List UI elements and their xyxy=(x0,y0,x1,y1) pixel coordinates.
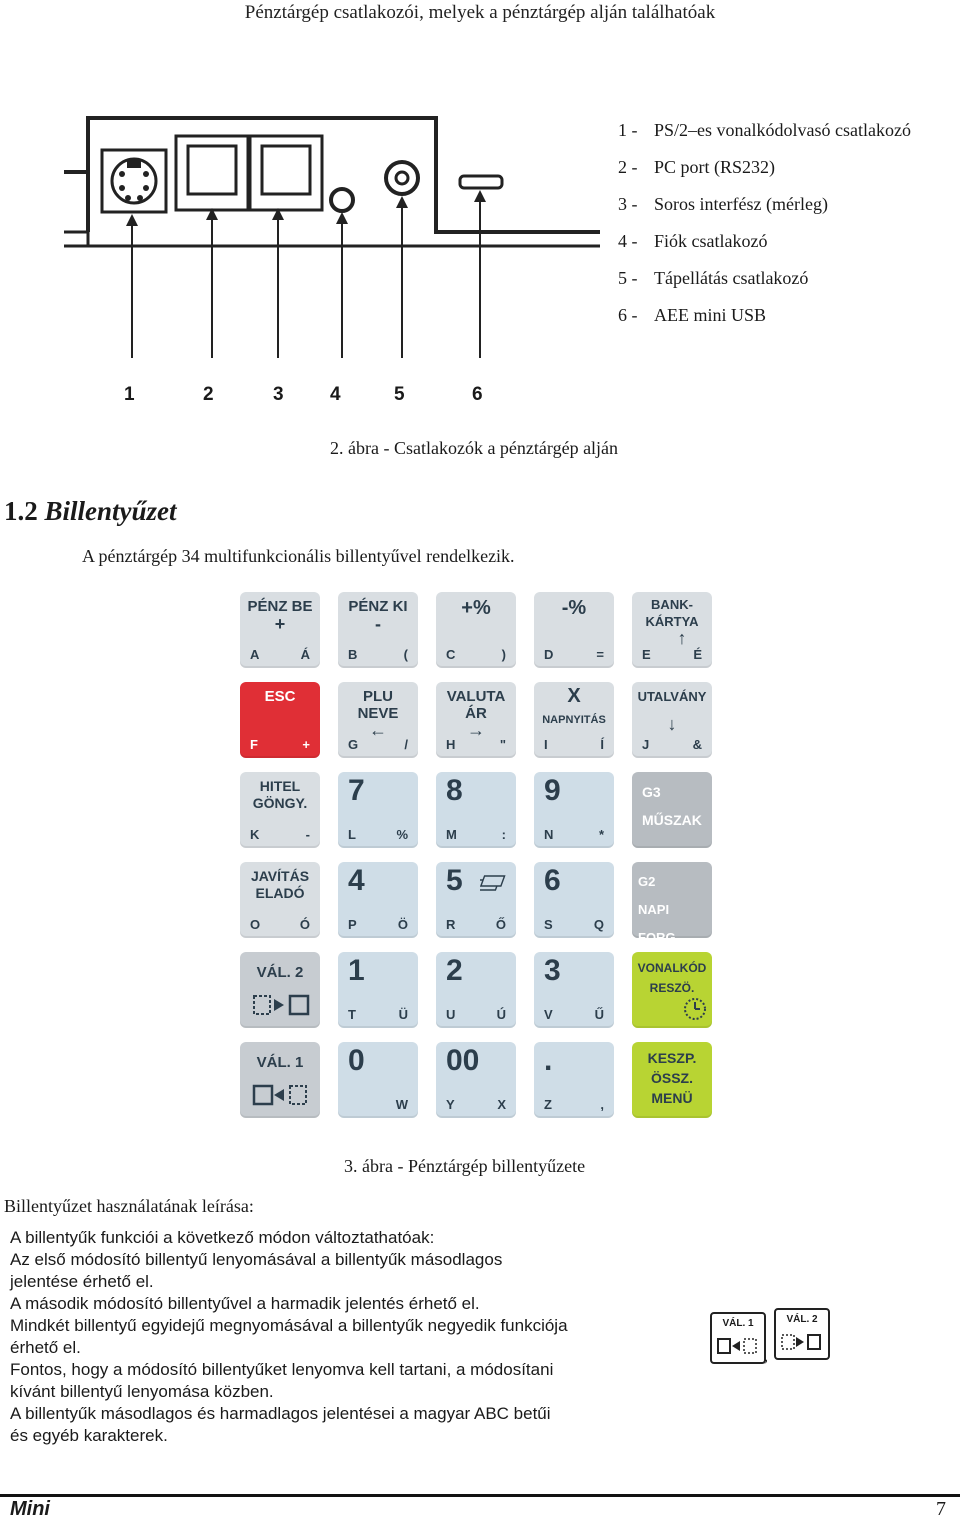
usage-paragraph: A billentyűk funkciói a következő módon változtathatóak: xyxy=(10,1228,435,1247)
key-bankkartya[interactable]: BANK- KÁRTYA ↑ E É xyxy=(632,592,712,668)
figure-caption: 2. ábra - Csatlakozók a pénztárgép alján xyxy=(330,438,619,458)
key-00[interactable]: 00 Y X xyxy=(436,1042,516,1118)
legend-item: 6 - AEE mini USB xyxy=(618,305,767,325)
key-utalvany[interactable]: UTALVÁNY ↓ J & xyxy=(632,682,712,758)
running-header: Pénztárgép csatlakozói, melyek a pénztárgép alján találhatóak xyxy=(244,2,716,23)
key-7[interactable]: 7 L % xyxy=(338,772,418,848)
usage-heading: Billentyűzet használatának leírása: xyxy=(4,1196,254,1216)
section-heading xyxy=(4,496,177,527)
val2-key-illustration: VÁL. 2 xyxy=(774,1308,830,1360)
key-3[interactable]: 3 V Ű xyxy=(534,952,614,1028)
key-val-2[interactable]: VÁL. 2 xyxy=(240,952,320,1028)
usage-paragraph: Fontos, hogy a módosító billentyűket lenyomva kell tartani, a módosítani kívánt billentyű lenyomása közben. xyxy=(10,1360,554,1401)
connector-number: 5 xyxy=(394,384,405,405)
modifier-2-icon xyxy=(780,1332,824,1352)
val1-key-illustration: VÁL. 1 xyxy=(710,1312,766,1364)
key-esc[interactable]: ESC F + xyxy=(240,682,320,758)
key-6[interactable]: 6 S Q xyxy=(534,862,614,938)
legend-item: 5 - Tápellátás csatlakozó xyxy=(618,268,809,288)
key-2[interactable]: 2 U Ú xyxy=(436,952,516,1028)
key-9[interactable]: 9 N * xyxy=(534,772,614,848)
connector-number: 2 xyxy=(203,384,214,405)
page-number: 7 xyxy=(936,1498,946,1520)
usage-description xyxy=(10,1227,570,1447)
footer-product-name: Mini xyxy=(10,1498,50,1520)
key-decimal-point[interactable]: . Z , xyxy=(534,1042,614,1118)
intro-text: A pénztárgép 34 multifunkcionális billentyűvel rendelkezik. xyxy=(82,546,515,566)
key-plu-neve[interactable]: PLU NEVE ← G / xyxy=(338,682,418,758)
usage-paragraph: A második módosító billentyűvel a harmadik jelentés érhető el. xyxy=(10,1294,480,1313)
key-5[interactable]: 5 R Ő xyxy=(436,862,516,938)
modifier-2-icon xyxy=(252,992,312,1018)
key-penz-ki[interactable]: PÉNZ KI - B ( xyxy=(338,592,418,668)
key-g3-muszak[interactable]: G3 MŰSZAK xyxy=(632,772,712,848)
modifier-1-icon xyxy=(252,1082,312,1108)
legend-item: 4 - Fiók csatlakozó xyxy=(618,231,768,251)
banknotes-icon xyxy=(480,872,508,894)
legend-item: 3 - Soros interfész (mérleg) xyxy=(618,194,828,214)
legend-item: 2 - PC port (RS232) xyxy=(618,157,776,177)
legend-item: 1 - PS/2–es vonalkódolvasó csatlakozó xyxy=(618,120,911,140)
key-keszp-ossz[interactable]: KESZP. ÖSSZ. MENÜ xyxy=(632,1042,712,1118)
key-valuta-ar[interactable]: VALUTA ÁR → H " xyxy=(436,682,516,758)
key-napnyitas[interactable]: X NAPNYITÁS I Í xyxy=(534,682,614,758)
connector-number: 4 xyxy=(330,384,341,405)
key-vonalkod-reszo[interactable]: VONALKÓD RESZÖ. xyxy=(632,952,712,1028)
key-hitel-gongy[interactable]: HITEL GÖNGY. K - xyxy=(240,772,320,848)
key-8[interactable]: 8 M : xyxy=(436,772,516,848)
separator: , xyxy=(764,1348,768,1365)
usage-paragraph: A billentyűk másodlagos és harmadlagos jelentései a magyar ABC betűi és egyéb karakterek. xyxy=(10,1404,551,1445)
footer-divider xyxy=(0,1494,960,1497)
keypad xyxy=(236,588,722,1122)
connector-number: 3 xyxy=(273,384,284,405)
key-plus-percent[interactable]: +% C ) xyxy=(436,592,516,668)
key-0[interactable]: 0 W xyxy=(338,1042,418,1118)
key-minus-percent[interactable]: -% D = xyxy=(534,592,614,668)
key-g2-napi-forg[interactable]: G2 NAPI FORG. xyxy=(632,862,712,938)
modifier-1-icon xyxy=(716,1336,760,1356)
key-1[interactable]: 1 T Ü xyxy=(338,952,418,1028)
section-title: Billentyűzet xyxy=(44,496,177,526)
section-number: 1.2 xyxy=(4,496,38,526)
connector-number: 6 xyxy=(472,384,483,405)
key-4[interactable]: 4 P Ö xyxy=(338,862,418,938)
connector-panel-illustration xyxy=(60,110,600,360)
clock-icon xyxy=(682,996,708,1022)
key-javitas-elado[interactable]: JAVÍTÁS ELADÓ O Ó xyxy=(240,862,320,938)
usage-paragraph: Az első módosító billentyű lenyomásával a billentyűk másodlagos jelentése érhető el. xyxy=(10,1250,503,1291)
figure-caption: 3. ábra - Pénztárgép billentyűzete xyxy=(344,1156,586,1176)
key-penz-be[interactable]: PÉNZ BE + A Á xyxy=(240,592,320,668)
connector-number: 1 xyxy=(124,384,135,405)
key-val-1[interactable]: VÁL. 1 xyxy=(240,1042,320,1118)
usage-paragraph: Mindkét billentyű egyidejű megnyomásával a billentyűk negyedik funkciója érhető el. xyxy=(10,1316,568,1357)
